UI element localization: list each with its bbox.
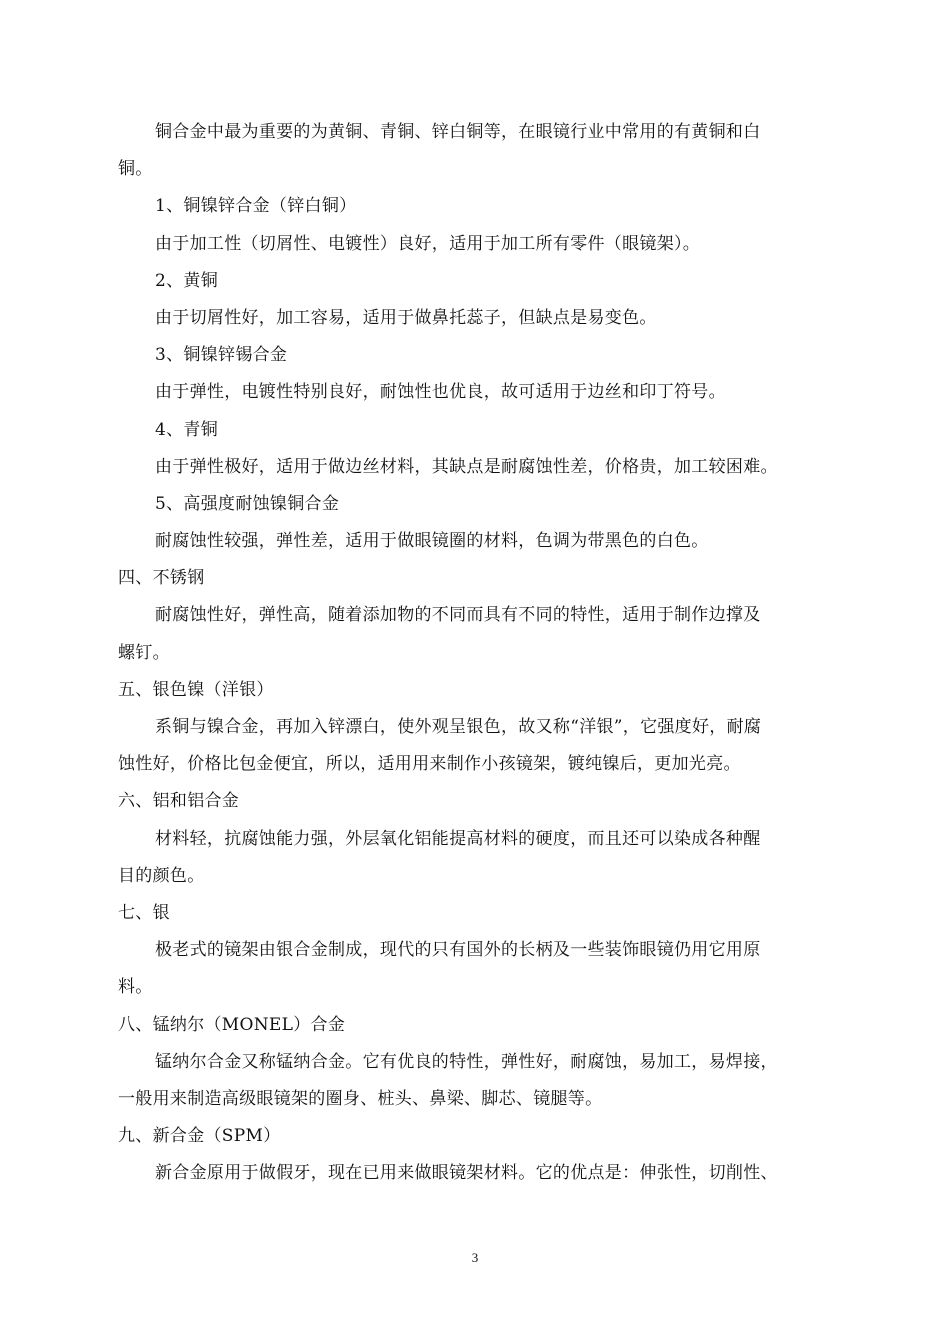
text-line: 1、铜镍锌合金（锌白铜） bbox=[155, 196, 357, 217]
document-body bbox=[118, 114, 834, 1192]
text-line: 铜。 bbox=[118, 159, 153, 180]
text-line: 锰纳尔合金又称锰纳合金。它有优良的特性，弹性好，耐腐蚀，易加工，易焊接， bbox=[155, 1051, 778, 1072]
text-line: 蚀性好，价格比包金便宜，所以，适用用来制作小孩镜架，镀纯镍后，更加光亮。 bbox=[118, 754, 741, 775]
text-line: 5、高强度耐蚀镍铜合金 bbox=[155, 493, 340, 514]
text-line: 耐腐蚀性较强，弹性差，适用于做眼镜圈的材料，色调为带黑色的白色。 bbox=[155, 531, 709, 552]
text-line: 七、银 bbox=[118, 902, 170, 923]
text-line: 材料轻，抗腐蚀能力强，外层氧化铝能提高材料的硬度，而且还可以染成各种醒 bbox=[155, 828, 761, 849]
page-number: 3 bbox=[471, 1250, 479, 1265]
text-line: 铜合金中最为重要的为黄铜、青铜、锌白铜等，在眼镜行业中常用的有黄铜和白 bbox=[155, 122, 761, 142]
text-line: 耐腐蚀性好，弹性高，随着添加物的不同而具有不同的特性，适用于制作边撑及 bbox=[155, 605, 761, 626]
text-line: 由于加工性（切屑性、电镀性）良好，适用于加工所有零件（眼镜架）。 bbox=[155, 233, 701, 254]
text-line: 九、新合金（SPM） bbox=[118, 1126, 281, 1147]
text-line: 2、黄铜 bbox=[155, 270, 219, 291]
text-line: 3、铜镍锌锡合金 bbox=[155, 345, 288, 366]
text-line: 由于切屑性好，加工容易，适用于做鼻托蕊子，但缺点是易变色。 bbox=[155, 307, 657, 328]
text-line: 料。 bbox=[118, 977, 153, 998]
text-line: 由于弹性，电镀性特别良好，耐蚀性也优良，故可适用于边丝和印丁符号。 bbox=[155, 382, 726, 403]
text-line: 系铜与镍合金，再加入锌漂白，使外观呈银色，故又称“洋银”，它强度好，耐腐 bbox=[155, 717, 762, 737]
text-line: 螺钉。 bbox=[118, 642, 170, 663]
text-line: 六、铝和铝合金 bbox=[118, 791, 240, 812]
text-line: 五、银色镍（洋银） bbox=[118, 679, 274, 700]
text-line: 四、不锈钢 bbox=[118, 568, 205, 589]
text-line: 由于弹性极好，适用于做边丝材料，其缺点是耐腐蚀性差，价格贵，加工较困难。 bbox=[155, 456, 778, 477]
text-line: 新合金原用于做假牙，现在已用来做眼镜架材料。它的优点是：伸张性，切削性、 bbox=[155, 1163, 778, 1184]
text-line: 一般用来制造高级眼镜架的圈身、桩头、鼻梁、脚芯、镜腿等。 bbox=[118, 1088, 603, 1109]
text-line: 极老式的镜架由银合金制成，现代的只有国外的长柄及一些装饰眼镜仍用它用原 bbox=[155, 940, 761, 961]
text-line: 八、锰纳尔（MONEL）合金 bbox=[118, 1014, 346, 1035]
text-line: 4、青铜 bbox=[155, 419, 219, 440]
text-line: 目的颜色。 bbox=[118, 865, 205, 886]
